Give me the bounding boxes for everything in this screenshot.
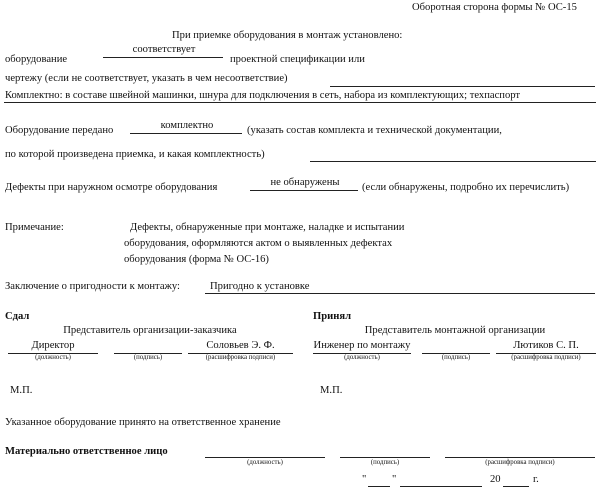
conclusion-value: Пригодно к установке [210,281,310,292]
note-line2: оборудования, оформляются актом о выявленных дефектах [124,238,393,249]
handed-position-caption: (должность) [35,354,71,361]
transferred-value: комплектно [160,120,214,131]
accepted-decode-caption: (расшифровка подписи) [511,354,581,361]
storage-text: Указанное оборудование принято на ответственное хранение [5,417,281,428]
defects-value: не обнаружены [270,177,340,188]
conclusion-label: Заключение о пригодности к монтажу: [5,281,180,292]
handed-position: Директор [31,340,75,351]
drawing-underline [330,86,595,87]
date-month-line [400,486,482,487]
date-quote-open: " [362,474,367,485]
defects-label: Дефекты при наружном осмотре оборудования [5,182,218,193]
defects-underline [250,190,358,191]
person-signature-line [340,457,430,458]
handed-decode-caption: (расшифровка подписи) [205,354,276,361]
equipment-label: оборудование [5,54,68,65]
date-quote-close: " [392,474,397,485]
handed-stamp: М.П. [10,385,33,396]
equipment-value: соответствует [132,44,196,55]
handed-name: Соловьев Э. Ф. [206,340,275,351]
transferred-hint2: по которой произведена приемка, и какая комплектность) [5,149,265,160]
form-header: Оборотная сторона формы № ОС-15 [412,2,577,13]
date-day-line [368,486,390,487]
completeness-underline [4,102,596,103]
handed-title: Сдал [5,311,30,322]
spec-text: проектной спецификации или [230,54,365,65]
date-year-suffix: г. [533,474,539,485]
accepted-position: Инженер по монтажу [313,340,411,351]
transferred-underline [130,133,242,134]
accepted-signature-caption: (подпись) [441,354,471,361]
accepted-title: Принял [313,311,352,322]
defects-hint: (если обнаружены, подробно их перечислить) [362,182,570,193]
person-signature-caption: (подпись) [370,459,400,466]
person-position-caption: (должность) [247,459,283,466]
person-label: Материально ответственное лицо [5,446,168,457]
date-year-line [503,486,529,487]
date-year-prefix: 20 [490,474,501,485]
note-label: Примечание: [5,222,64,233]
note-line3: оборудования (форма № ОС-16) [124,254,269,265]
accepted-stamp: М.П. [320,385,343,396]
person-decode-caption: (расшифровка подписи) [485,459,555,466]
accepted-subtitle: Представитель монтажной организации [364,325,546,336]
note-line1: Дефекты, обнаруженные при монтаже, наладке и испытании [130,222,405,233]
person-name-line [445,457,595,458]
transferred-underline2 [310,161,596,162]
handed-signature-caption: (подпись) [133,354,163,361]
drawing-text: чертежу (если не соответствует, указать в чем несоответствие) [5,73,288,84]
person-position-line [205,457,325,458]
equipment-underline [103,57,223,58]
conclusion-underline [205,293,595,294]
handed-subtitle: Представитель организации-заказчика [63,325,237,336]
transferred-hint: (указать состав комплекта и технической документации, [247,125,502,136]
accepted-position-caption: (должность) [344,354,380,361]
accepted-name: Лютиков С. П. [513,340,579,351]
transferred-label: Оборудование передано [5,125,114,136]
section1-title: При приемке оборудования в монтаж установлено: [172,30,403,41]
completeness-text: Комплектно: в составе швейной машинки, шнура для подключения в сеть, набора из комплектующих; техпаспорт [5,90,521,101]
